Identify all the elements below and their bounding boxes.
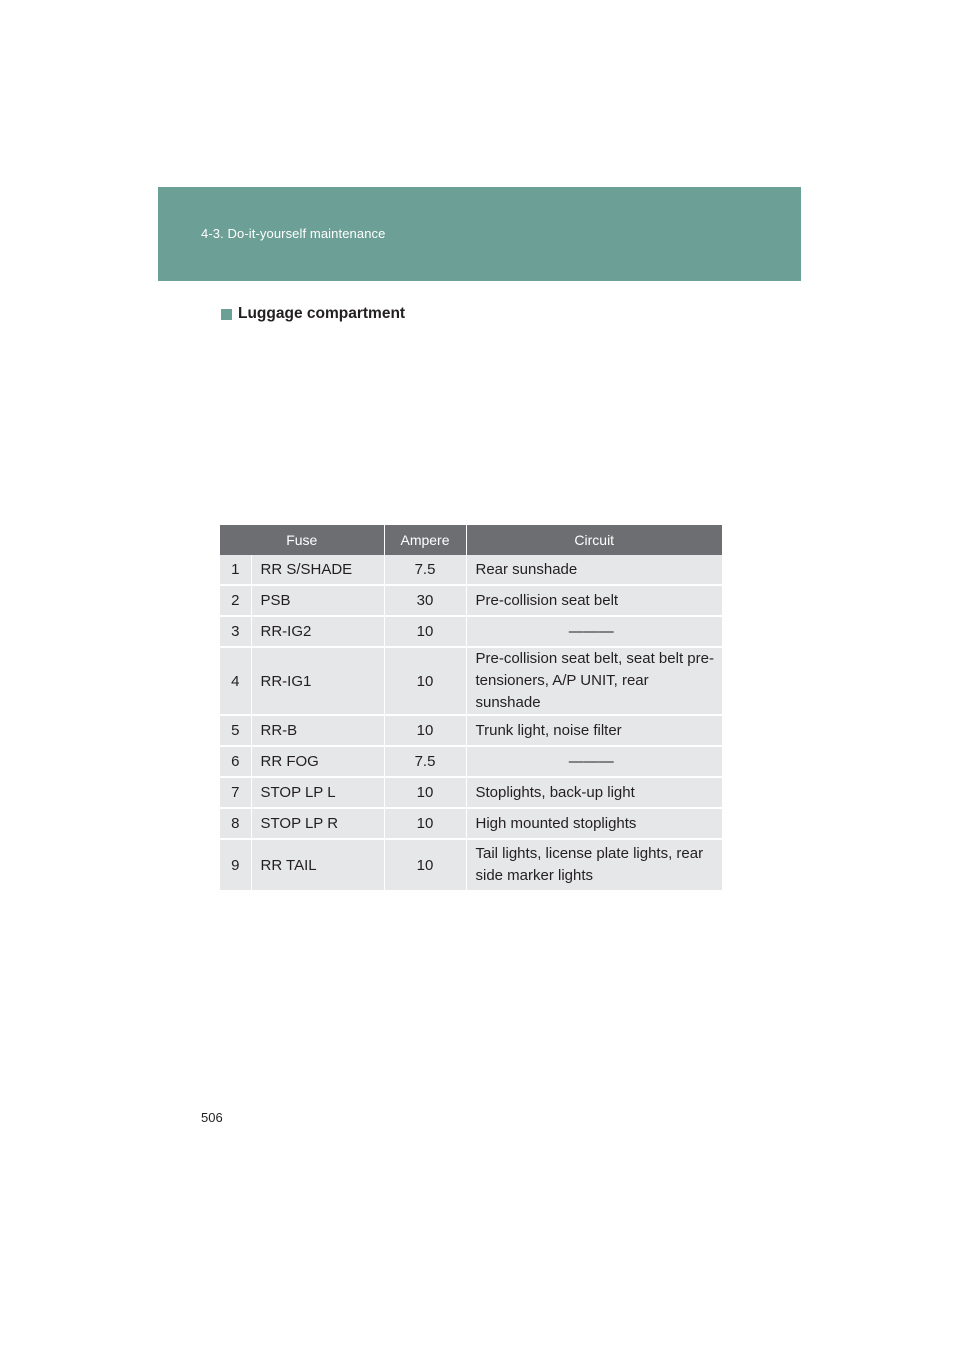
fuse-ampere: 10 — [384, 808, 466, 839]
table-row — [220, 555, 722, 585]
fuse-ampere: 10 — [384, 839, 466, 891]
fuse-table — [220, 525, 722, 892]
fuse-name: PSB — [251, 585, 384, 616]
table-row — [220, 585, 722, 616]
fuse-circuit: Pre-collision seat belt, seat belt pre-tensioners, A/P UNIT, rear sunshade — [466, 647, 722, 715]
fuse-ampere: 10 — [384, 715, 466, 746]
table-row — [220, 616, 722, 647]
subheading-text: Luggage compartment — [238, 305, 406, 322]
fuse-ampere: 7.5 — [384, 746, 466, 777]
subheading — [221, 305, 405, 323]
fuse-number: 6 — [220, 746, 251, 777]
fuse-number: 8 — [220, 808, 251, 839]
fuse-circuit: ——— — [466, 746, 722, 777]
table-row — [220, 715, 722, 746]
fuse-ampere: 10 — [384, 616, 466, 647]
fuse-ampere: 30 — [384, 585, 466, 616]
fuse-number: 3 — [220, 616, 251, 647]
table-header-row — [220, 525, 722, 555]
fuse-number: 5 — [220, 715, 251, 746]
fuse-circuit: Tail lights, license plate lights, rear side marker lights — [466, 839, 722, 891]
fuse-ampere: 10 — [384, 777, 466, 808]
square-bullet-icon — [221, 309, 232, 320]
fuse-name: RR-IG2 — [251, 616, 384, 647]
fuse-ampere: 7.5 — [384, 555, 466, 585]
fuse-name: RR-IG1 — [251, 647, 384, 715]
fuse-circuit: Rear sunshade — [466, 555, 722, 585]
table-row — [220, 839, 722, 891]
column-header-ampere: Ampere — [384, 525, 466, 555]
fuse-number: 7 — [220, 777, 251, 808]
fuse-name: RR-B — [251, 715, 384, 746]
fuse-name: RR S/SHADE — [251, 555, 384, 585]
table-row — [220, 777, 722, 808]
section-title: 4-3. Do-it-yourself maintenance — [201, 226, 386, 241]
fuse-number: 4 — [220, 647, 251, 715]
fuse-circuit: ——— — [466, 616, 722, 647]
fuse-name: STOP LP L — [251, 777, 384, 808]
column-header-fuse: Fuse — [220, 525, 384, 555]
fuse-number: 9 — [220, 839, 251, 891]
fuse-ampere: 10 — [384, 647, 466, 715]
fuse-name: RR FOG — [251, 746, 384, 777]
table-row — [220, 746, 722, 777]
fuse-circuit: High mounted stoplights — [466, 808, 722, 839]
page-number: 506 — [201, 1110, 223, 1125]
fuse-name: STOP LP R — [251, 808, 384, 839]
fuse-name: RR TAIL — [251, 839, 384, 891]
column-header-circuit: Circuit — [466, 525, 722, 555]
fuse-number: 2 — [220, 585, 251, 616]
fuse-circuit: Pre-collision seat belt — [466, 585, 722, 616]
fuse-number: 1 — [220, 555, 251, 585]
fuse-circuit: Stoplights, back-up light — [466, 777, 722, 808]
fuse-circuit: Trunk light, noise filter — [466, 715, 722, 746]
table-row — [220, 647, 722, 715]
table-row — [220, 808, 722, 839]
